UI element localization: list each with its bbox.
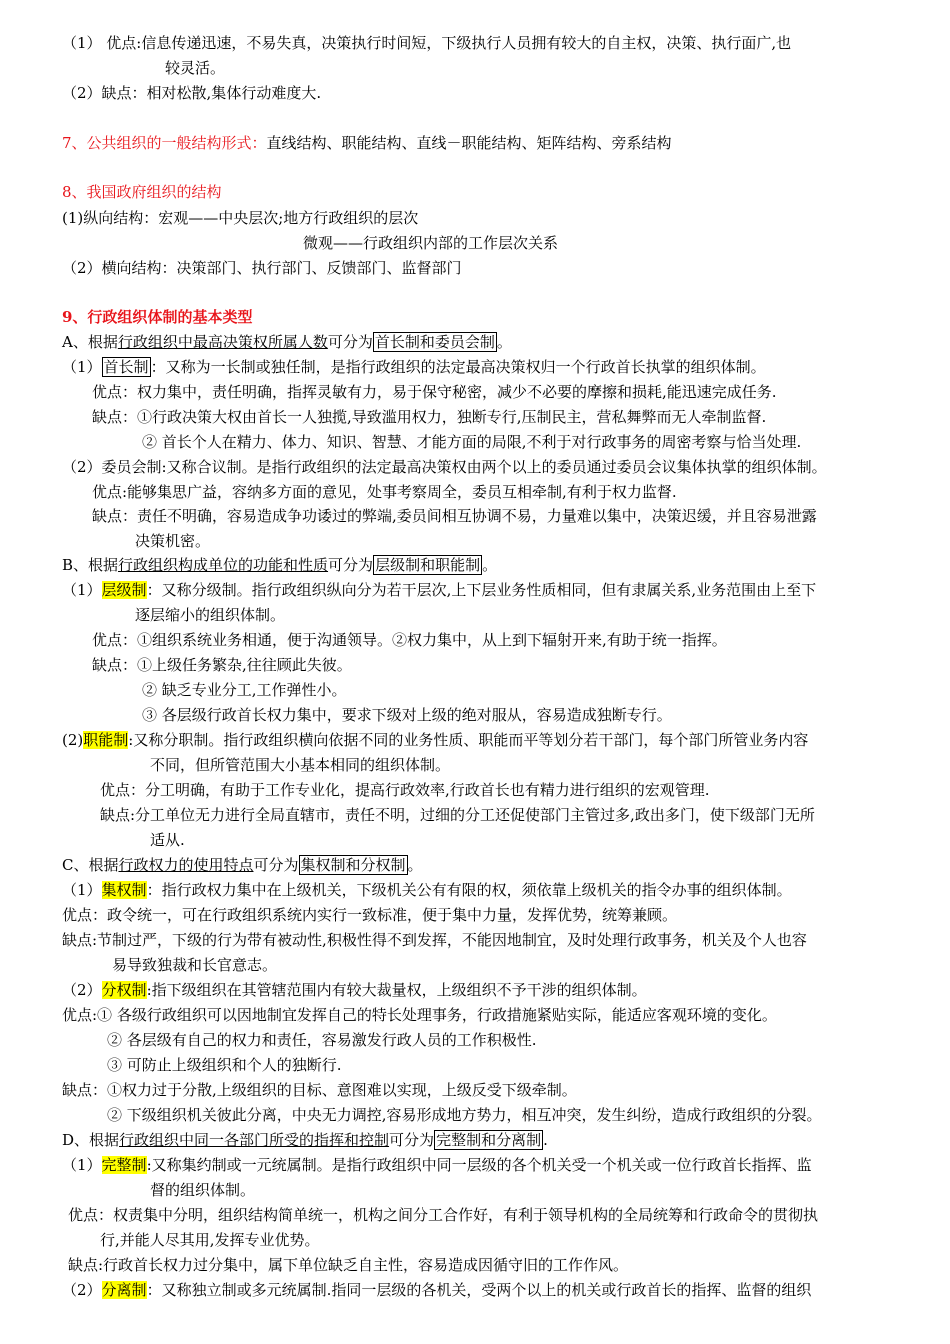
text-line: 行,并能人尽其用,发挥专业优势。 — [100, 1231, 320, 1249]
term-highlight: 分权制 — [101, 981, 147, 999]
text-span: C、根据 — [62, 856, 119, 874]
text-line: 较灵活。 — [165, 59, 226, 77]
text-line: 缺点：责任不明确，容易造成争功诿过的弊端,委员间相互协调不易，力量难以集中，决策迟缓，并且容易泄露 — [92, 507, 817, 525]
text-span: （1） — [62, 881, 102, 899]
text-line: 优点：权力集中，责任明确，指挥灵敏有力，易于保守秘密，减少不必要的摩擦和损耗,能迅速完成任务. — [92, 383, 777, 401]
text-line: 优点：①组织系统业务相通，便于沟通领导。②权力集中，从上到下辐射开来,有助于统一指挥。 — [92, 631, 727, 649]
text-span: 可分为 — [389, 1131, 435, 1149]
underlined-criterion: 行政组织中同一各部门所受的指挥和控制 — [119, 1131, 390, 1149]
text-span: B、根据 — [62, 556, 119, 574]
section-8-heading: 8、我国政府组织的结构 — [62, 183, 222, 201]
text-span: ：又称分级制。指行政组织纵向分为若干层次,上下层业务性质相同，但有隶属关系,业务范围由上至下 — [146, 581, 817, 599]
text-line: ② 下级组织机关彼此分离，中央无力调控,容易形成地方势力，相互冲突，发生纠纷，造成行政组织的分裂。 — [107, 1106, 822, 1124]
text-line: 微观——行政组织内部的工作层次关系 — [303, 234, 559, 252]
text-span: :又称分职制。指行政组织横向依据不同的业务性质、职能而平等划分若干部门，每个部门所管业务内容 — [128, 731, 809, 749]
text-line: ② 各层级有自己的权力和责任，容易激发行政人员的工作积极性. — [107, 1031, 537, 1049]
text-line: 逐层缩小的组织体制。 — [135, 606, 286, 624]
term-highlight: 层级制 — [101, 581, 147, 599]
text-span: （2） — [62, 1281, 102, 1299]
item-a1 — [62, 357, 766, 377]
item-d1 — [62, 1155, 812, 1175]
text-line: ③ 可防止上级组织和个人的独断行. — [107, 1056, 342, 1074]
item-b1 — [62, 580, 816, 600]
text-span: 可分为 — [328, 556, 374, 574]
text-span: （1） — [62, 358, 102, 376]
text-span: (2) — [62, 731, 84, 749]
text-span: （1） — [62, 1156, 102, 1174]
text-span: :又称集约制或一元统属制。是指行政组织中同一层级的各个机关受一个机关或一位行政首长指挥、监 — [146, 1156, 812, 1174]
text-span: 。 — [496, 333, 512, 351]
item-c2 — [62, 980, 647, 1000]
text-line: 缺点：①权力过于分散,上级组织的目标、意图难以实现，上级反受下级牵制。 — [62, 1081, 577, 1099]
text-span: D、根据 — [62, 1131, 120, 1149]
text-line: 优点：政令统一，可在行政组织系统内实行一致标准，便于集中力量，发挥优势，统筹兼顾。 — [62, 906, 678, 924]
item-d2 — [62, 1280, 811, 1300]
text-line: 优点:能够集思广益，容纳多方面的意见，处事考察周全，委员互相牵制,有利于权力监督. — [92, 483, 677, 501]
term-highlight: 完整制 — [101, 1156, 147, 1174]
text-span: ：指行政权力集中在上级机关，下级机关公有有限的权，须依靠上级机关的指令办事的组织体制。 — [146, 881, 792, 899]
section-9-heading: 9、行政组织体制的基本类型 — [62, 308, 253, 326]
text-line: 决策机密。 — [135, 532, 211, 550]
boxed-types: 集权制和分权制 — [300, 856, 406, 874]
text-span: ：又称为一长制或独任制，是指行政组织的法定最高决策权归一个行政首长执掌的组织体制。 — [150, 358, 766, 376]
text-span: 可分为 — [253, 856, 299, 874]
text-line: （2）横向结构：决策部门、执行部门、反馈部门、监督部门 — [62, 259, 462, 277]
underlined-criterion: 行政组织构成单位的功能和性质 — [118, 556, 329, 574]
category-c — [62, 855, 423, 875]
underlined-criterion: 行政组织中最高决策权所属人数 — [117, 333, 328, 351]
text-line: 缺点:行政首长权力过分集中，属下单位缺乏自主性，容易造成因循守旧的工作作风。 — [68, 1256, 629, 1274]
text-line: 缺点:分工单位无力进行全局直辖市，责任不明，过细的分工还促使部门主管过多,政出多门，使下级部门无所 — [100, 806, 815, 824]
text-line: 易导致独裁和长官意志。 — [112, 956, 278, 974]
category-a — [62, 332, 512, 352]
boxed-types: 完整制和分离制 — [436, 1131, 542, 1149]
text-span: A、根据 — [62, 333, 118, 351]
term-boxed: 首长制 — [103, 358, 149, 376]
category-b — [62, 555, 497, 575]
section-7-heading: 7、公共组织的一般结构形式： — [62, 134, 267, 152]
section-7 — [62, 133, 672, 153]
text-line: ② 缺乏专业分工,工作弹性小。 — [142, 681, 347, 699]
text-span: 可分为 — [327, 333, 373, 351]
text-span: （1） — [62, 581, 102, 599]
text-line: （2）委员会制:又称合议制。是指行政组织的法定最高决策权由两个以上的委员通过委员会议集体执掌的组织体制。 — [62, 458, 827, 476]
item-c1 — [62, 880, 792, 900]
text-line: 优点：权责集中分明，组织结构简单统一，机构之间分工合作好，有利于领导机构的全局统筹和行政命令的贯彻执 — [68, 1206, 819, 1224]
text-line: (1)纵向结构：宏观——中央层次;地方行政组织的层次 — [62, 209, 419, 227]
term-highlight: 职能制 — [83, 731, 129, 749]
text-line: 优点：分工明确，有助于工作专业化，提高行政效率,行政首长也有精力进行组织的宏观管理. — [100, 781, 710, 799]
text-span: :指下级组织在其管辖范围内有较大裁量权，上级组织不予干涉的组织体制。 — [146, 981, 647, 999]
text-line: （2）缺点：相对松散,集体行动难度大. — [62, 84, 322, 102]
text-line: 适从. — [150, 831, 185, 849]
text-line: ③ 各层级行政首长权力集中，要求下级对上级的绝对服从，容易造成独断专行。 — [142, 706, 672, 724]
boxed-types: 首长制和委员会制 — [374, 333, 495, 351]
term-highlight: 集权制 — [101, 881, 147, 899]
boxed-types: 层级制和职能制 — [375, 556, 481, 574]
section-7-body: 直线结构、职能结构、直线－职能结构、矩阵结构、旁系结构 — [266, 134, 672, 152]
underlined-criterion: 行政权力的使用特点 — [118, 856, 254, 874]
text-line: ② 首长个人在精力、体力、知识、智慧、才能方面的局限,不利于对行政事务的周密考察与恰当处理. — [142, 433, 802, 451]
text-line: （1） 优点:信息传递迅速，不易失真，决策执行时间短，下级执行人员拥有较大的自主权，决策、执行面广,也 — [62, 34, 792, 52]
term-highlight: 分离制 — [101, 1281, 147, 1299]
text-line: 缺点：①上级任务繁杂,往往顾此失彼。 — [92, 656, 352, 674]
text-line: 缺点:节制过严，下级的行为带有被动性,积极性得不到发挥，不能因地制宜，及时处理行政事务，机关及个人也容 — [62, 931, 807, 949]
text-line: 不同，但所管范围大小基本相同的组织体制。 — [150, 756, 451, 774]
text-span: 。 — [407, 856, 423, 874]
text-line: 督的组织体制。 — [150, 1181, 256, 1199]
text-line: 优点:① 各级行政组织可以因地制宜发挥自己的特长处理事务，行政措施紧贴实际，能适应客观环境的变化。 — [62, 1006, 777, 1024]
text-span: . — [543, 1131, 548, 1149]
text-span: （2） — [62, 981, 102, 999]
text-line: 缺点：①行政决策大权由首长一人独揽,导致滥用权力，独断专行,压制民主，营私舞弊而无人牵制监督. — [92, 408, 767, 426]
text-span: ：又称独立制或多元统属制.指同一层级的各机关，受两个以上的机关或行政首长的指挥、监督的组织 — [146, 1281, 812, 1299]
category-d — [62, 1130, 548, 1150]
text-span: 。 — [482, 556, 498, 574]
item-b2 — [62, 730, 808, 750]
